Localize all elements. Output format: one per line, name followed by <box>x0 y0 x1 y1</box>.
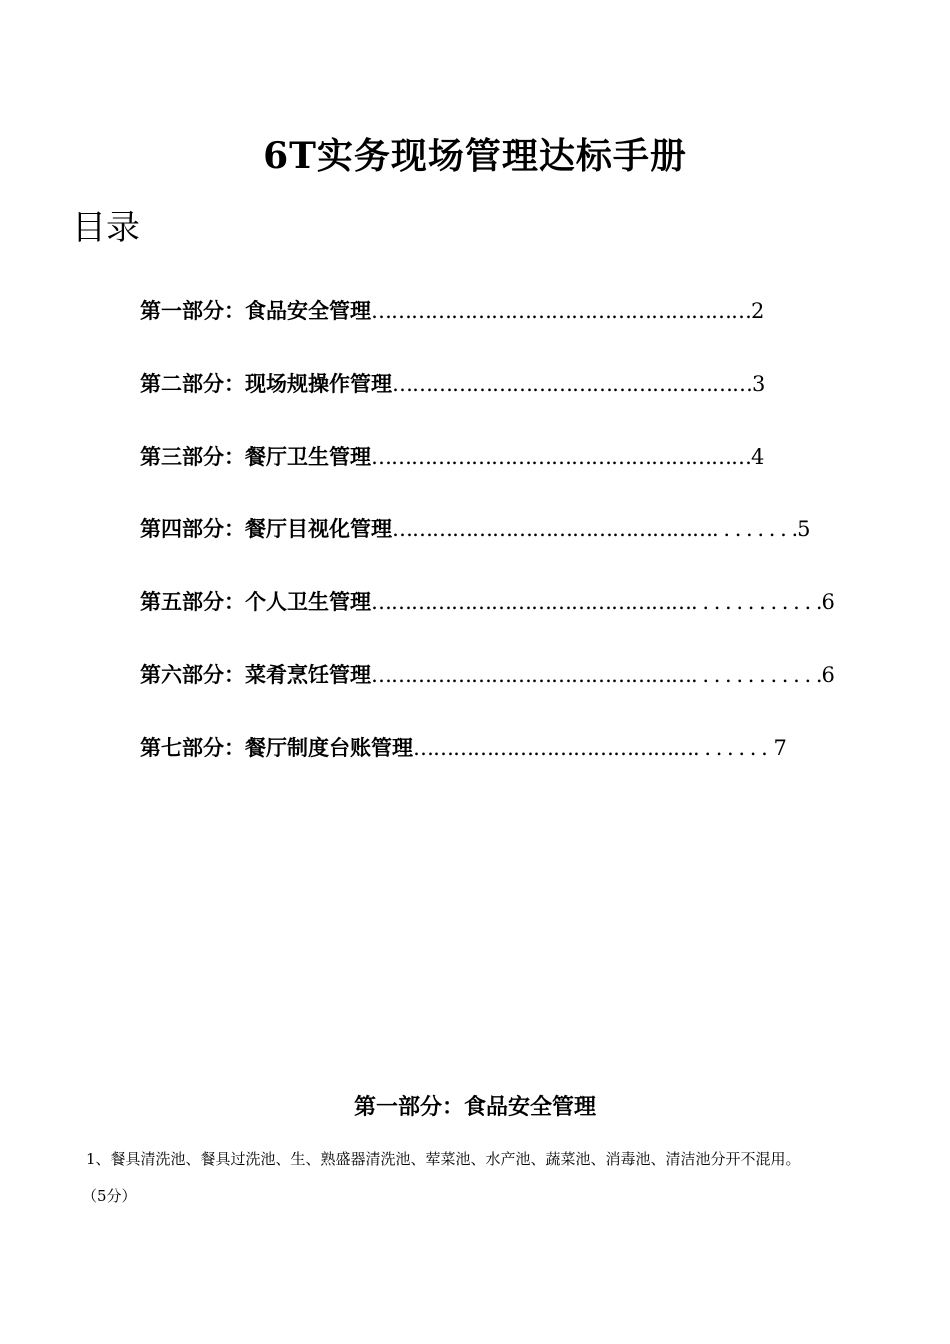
toc-entry-leader: …………………………………………. . . . . . . . . . . . <box>371 663 822 687</box>
toc-entry-leader: ……………………………………………… <box>392 372 752 396</box>
toc-entry-leader: ………………………………………………… <box>371 299 751 323</box>
toc-entry-page: 6 <box>821 663 835 687</box>
toc-entry[interactable] <box>140 514 811 544</box>
toc-entry[interactable] <box>140 733 787 763</box>
toc-entry-leader: …………………………………………. . . . . . . . . . . . <box>371 590 822 614</box>
toc-entry-label: 第四部分：餐厅目视化管理 <box>140 516 392 541</box>
toc-entry-label: 第五部分：个人卫生管理 <box>140 589 371 614</box>
toc-entry[interactable] <box>140 587 835 617</box>
toc-entry[interactable] <box>140 296 764 326</box>
toc-entry-leader: ………………………………………………… <box>371 445 751 469</box>
toc-entry[interactable] <box>140 442 764 472</box>
toc-entry-page: 2 <box>751 299 765 323</box>
toc-entry-label: 第二部分：现场规操作管理 <box>140 371 392 396</box>
toc-entry[interactable] <box>140 660 835 690</box>
toc-entry-leader: ……………………………………. . . . . . . <box>413 736 767 760</box>
toc-entry-label: 第一部分：食品安全管理 <box>140 298 371 323</box>
section-item-score: （5分） <box>82 1187 137 1205</box>
toc-entry-label: 第六部分：菜肴烹饪管理 <box>140 662 371 687</box>
toc-entry-page: 6 <box>821 590 835 614</box>
toc-entry-label: 第七部分：餐厅制度台账管理 <box>140 735 413 760</box>
toc-entry-page: 3 <box>752 372 766 396</box>
toc-entry-page: 4 <box>751 445 765 469</box>
toc-entry-label: 第三部分：餐厅卫生管理 <box>140 444 371 469</box>
toc-heading: 目录 <box>72 208 140 248</box>
toc-entry-page: 7 <box>766 736 787 760</box>
section-title: 第一部分：食品安全管理 <box>353 1094 596 1120</box>
section-item-line: 1、餐具清洗池、餐具过洗池、生、熟盛器清洗池、荤菜池、水产池、蔬菜池、消毒池、清洁池分开不混用。 <box>86 1150 801 1168</box>
document-title: 6T实务现场管理达标手册 <box>263 135 687 177</box>
toc-entry-leader: …………………………………………. . . . . . . . <box>392 517 798 541</box>
toc-entry[interactable] <box>140 369 765 399</box>
toc-entry-page: 5 <box>797 517 811 541</box>
